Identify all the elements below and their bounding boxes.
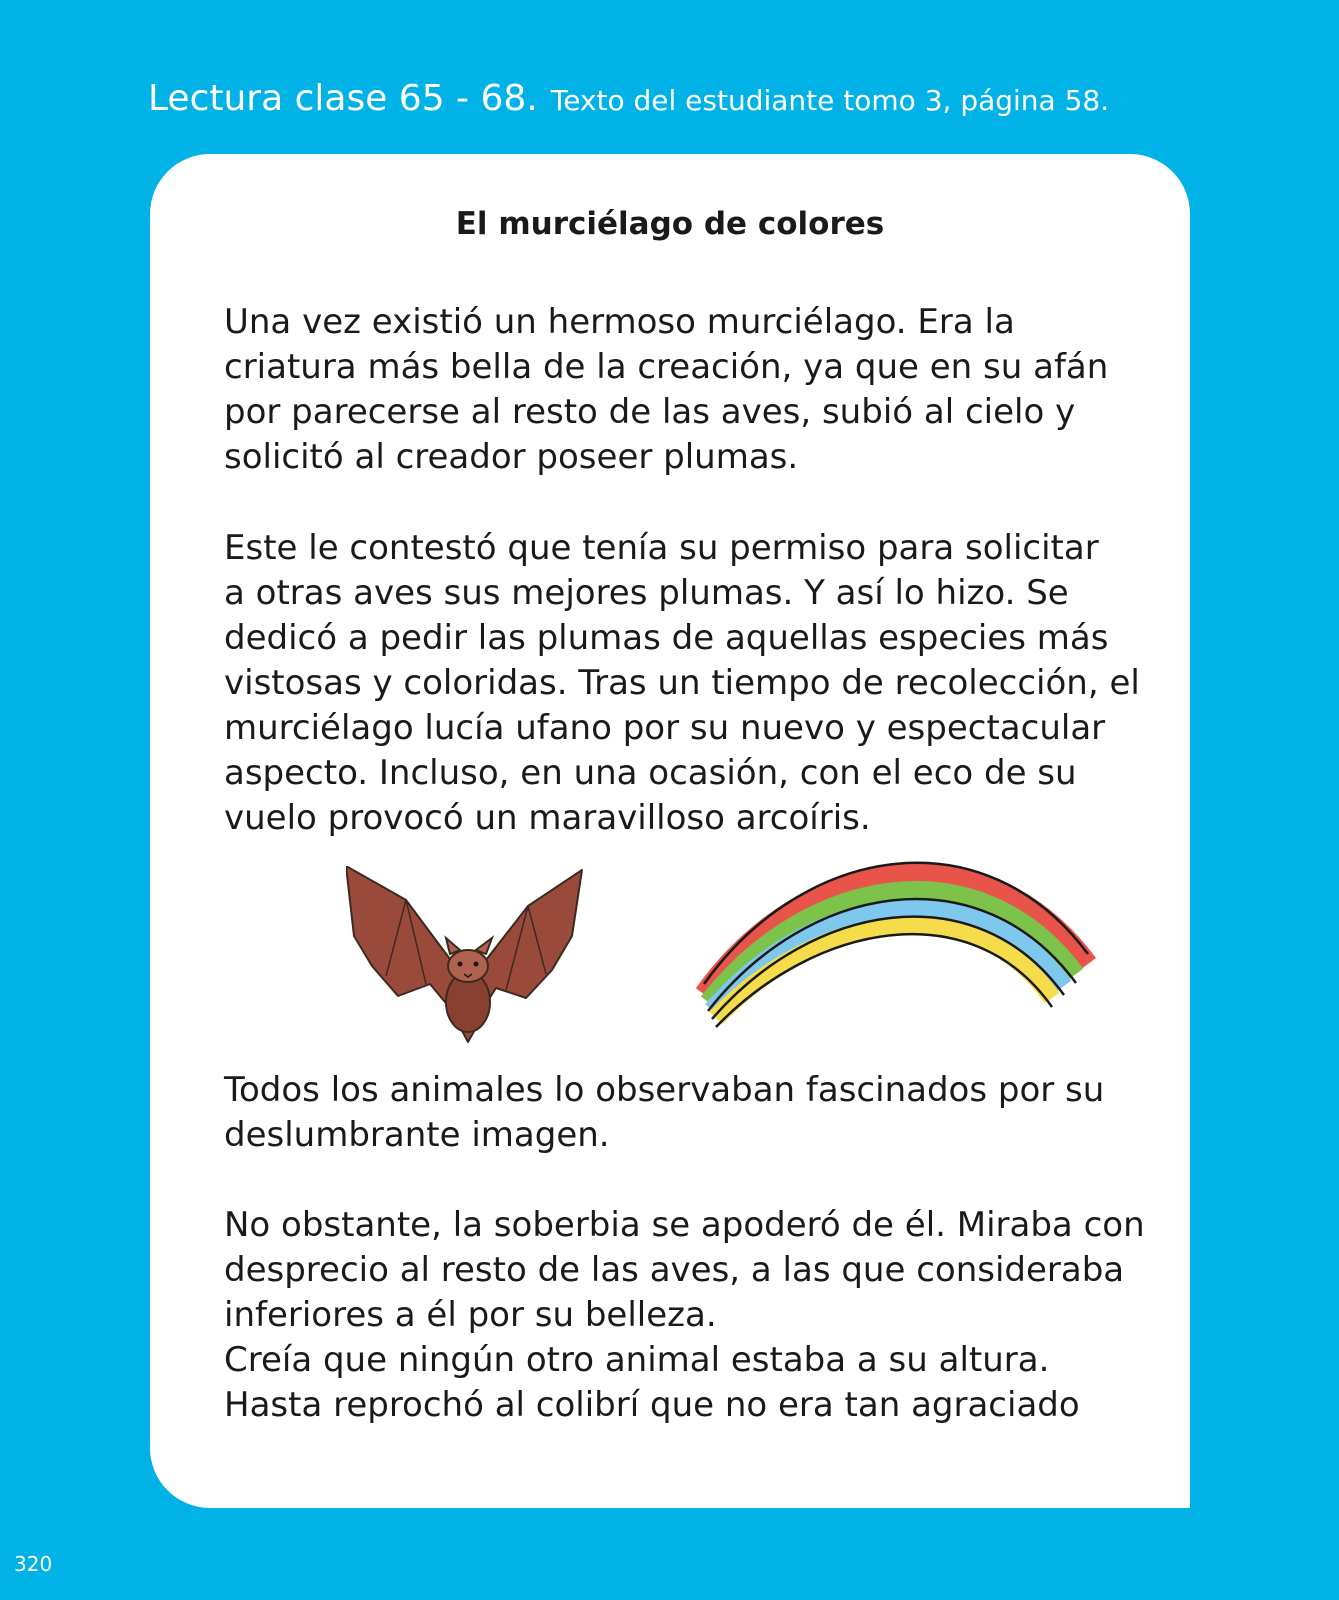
book-reference: Texto del estudiante tomo 3, página 58.	[550, 84, 1110, 117]
text-line: criatura más bella de la creación, ya que en su afán	[224, 347, 1109, 387]
text-line: Creía que ningún otro animal estaba a su altura.	[224, 1340, 1050, 1380]
text-line: vistosas y coloridas. Tras un tiempo de recolección, el	[224, 663, 1140, 703]
paragraph-1	[224, 300, 1154, 480]
reading-card	[150, 154, 1190, 1508]
paragraph-4	[224, 1203, 1154, 1338]
text-line: desprecio al resto de las aves, a las que consideraba	[224, 1250, 1125, 1290]
paragraph-2	[224, 526, 1154, 841]
text-line: vuelo provocó un maravilloso arcoíris.	[224, 798, 871, 838]
text-line: a otras aves sus mejores plumas. Y así lo hizo. Se	[224, 573, 1069, 613]
text-line: inferiores a él por su belleza.	[224, 1295, 717, 1335]
text-line: deslumbrante imagen.	[224, 1115, 610, 1155]
text-line: No obstante, la soberbia se apoderó de él. Miraba con	[224, 1205, 1145, 1245]
text-line: solicitó al creador poseer plumas.	[224, 437, 799, 477]
text-line: Hasta reprochó al colibrí que no era tan agraciado	[224, 1385, 1080, 1425]
page-number: 320	[14, 1552, 53, 1576]
bat-icon	[346, 866, 590, 1050]
paragraph-5	[224, 1338, 1154, 1428]
text-line: Todos los animales lo observaban fascinados por su	[224, 1070, 1105, 1110]
lesson-label: Lectura clase 65 - 68.	[148, 78, 538, 119]
text-line: por parecerse al resto de las aves, subió al cielo y	[224, 392, 1076, 432]
page-header	[148, 78, 1109, 119]
text-line: aspecto. Incluso, en una ocasión, con el eco de su	[224, 753, 1077, 793]
text-line: Este le contestó que tenía su permiso para solicitar	[224, 528, 1099, 568]
text-line: murciélago lucía ufano por su nuevo y espectacular	[224, 708, 1106, 748]
paragraph-3	[224, 1068, 1154, 1158]
rainbow-icon	[684, 834, 1104, 1034]
text-line: dedicó a pedir las plumas de aquellas especies más	[224, 618, 1109, 658]
text-line: Una vez existió un hermoso murciélago. Era la	[224, 302, 1015, 342]
story-title: El murciélago de colores	[455, 206, 885, 242]
